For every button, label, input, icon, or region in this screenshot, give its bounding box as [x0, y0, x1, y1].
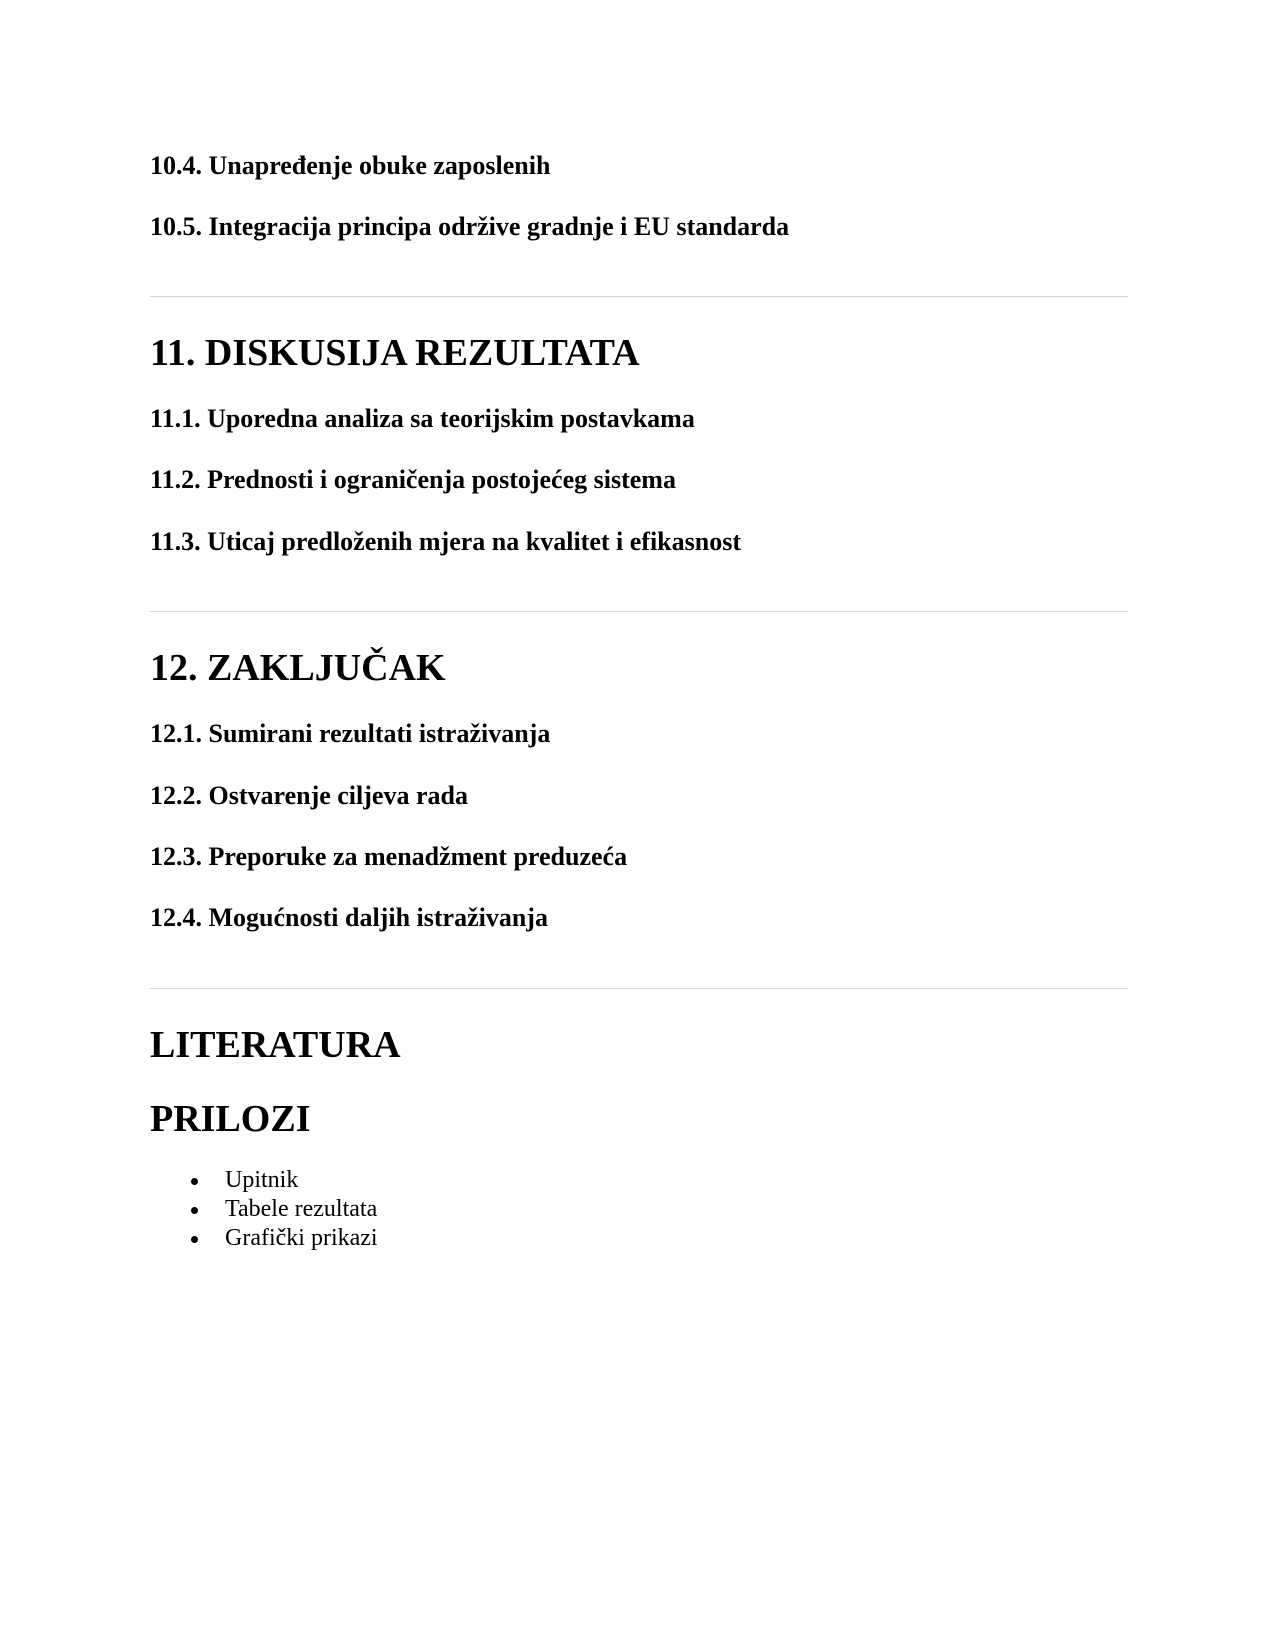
section-divider: [150, 296, 1128, 297]
subsection-11-1: 11.1. Uporedna analiza sa teorijskim postavkama: [150, 404, 695, 433]
section-12-heading: 12. ZAKLJUČAK: [150, 647, 446, 689]
bullet-icon: [191, 1236, 198, 1243]
list-item: [150, 1224, 378, 1253]
prilozi-list: [150, 1166, 378, 1253]
section-divider: [150, 611, 1128, 612]
bullet-icon: [191, 1178, 198, 1185]
subsection-11-3: 11.3. Uticaj predloženih mjera na kvalitet i efikasnost: [150, 527, 741, 556]
subsection-10-4: 10.4. Unapređenje obuke zaposlenih: [150, 151, 551, 180]
list-item-label: Tabele rezultata: [225, 1196, 378, 1222]
list-item-label: Upitnik: [225, 1167, 299, 1193]
subsection-10-5: 10.5. Integracija principa održive gradnje i EU standarda: [150, 212, 790, 241]
subsection-12-2: 12.2. Ostvarenje ciljeva rada: [150, 781, 468, 810]
subsection-12-4: 12.4. Mogućnosti daljih istraživanja: [150, 903, 548, 932]
list-item-label: Grafički prikazi: [225, 1225, 378, 1251]
list-item: [150, 1166, 378, 1195]
bullet-icon: [191, 1207, 198, 1214]
subsection-12-3: 12.3. Preporuke za menadžment preduzeća: [150, 842, 628, 871]
subsection-11-2: 11.2. Prednosti i ograničenja postojećeg sistema: [150, 465, 676, 494]
section-11-heading: 11. DISKUSIJA REZULTATA: [150, 332, 640, 374]
section-divider: [150, 988, 1128, 989]
list-item: [150, 1195, 378, 1224]
prilozi-heading: PRILOZI: [150, 1098, 311, 1140]
literatura-heading: LITERATURA: [150, 1024, 401, 1066]
subsection-12-1: 12.1. Sumirani rezultati istraživanja: [150, 719, 551, 748]
